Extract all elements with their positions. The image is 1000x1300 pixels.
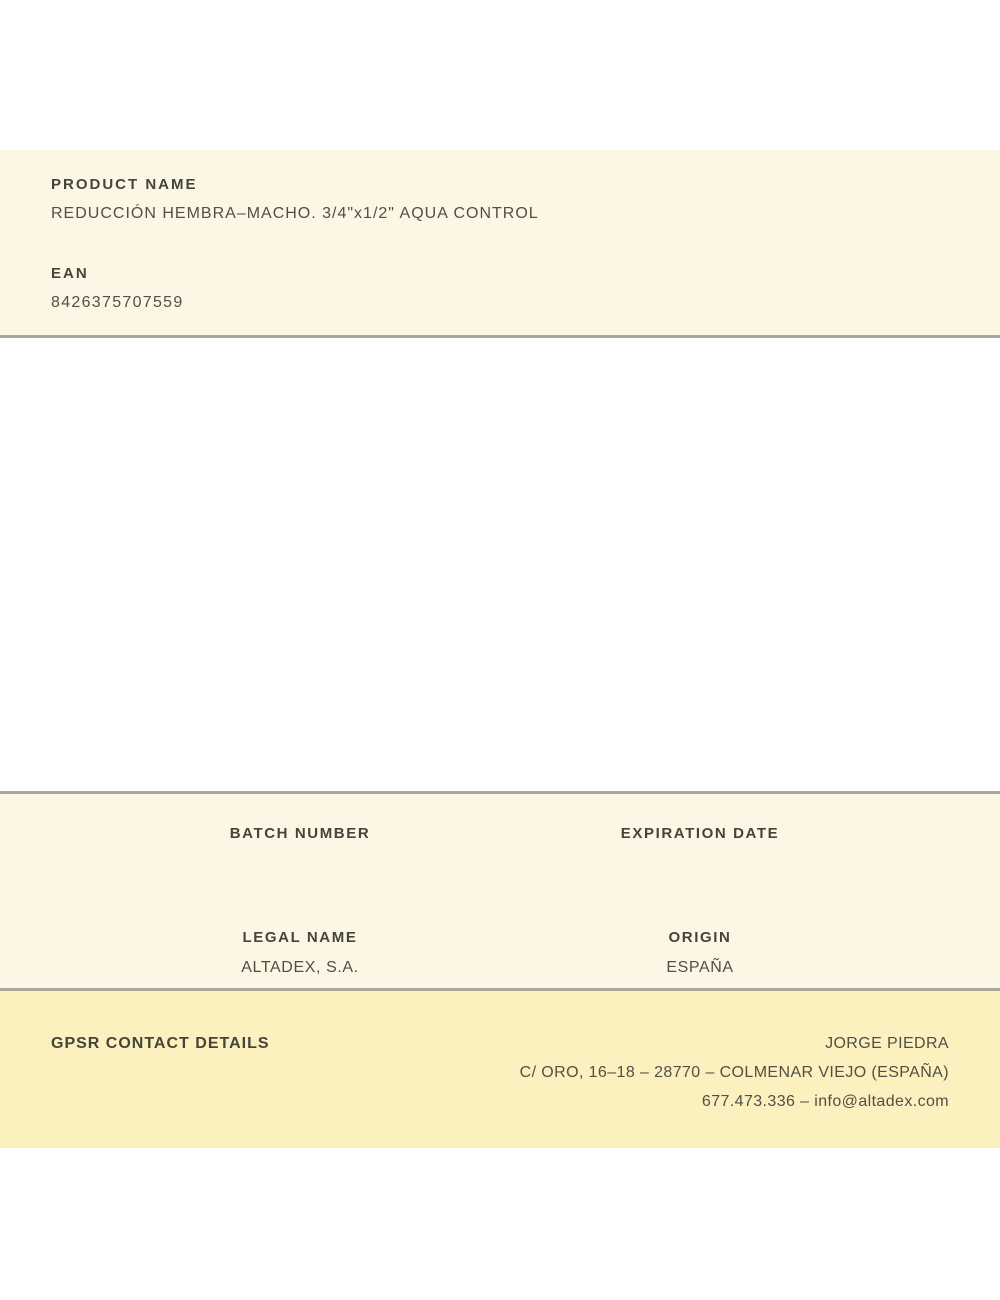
origin-value: ESPAÑA bbox=[666, 959, 734, 976]
gpsr-contact-details-label: GPSR CONTACT DETAILS bbox=[51, 1035, 270, 1052]
ean-label: EAN bbox=[51, 265, 89, 282]
expiration-date-label: EXPIRATION DATE bbox=[620, 825, 780, 842]
product-section bbox=[0, 150, 1000, 338]
gpsr-contact-block bbox=[520, 1035, 949, 1122]
product-name-value: REDUCCIÓN HEMBRA–MACHO. 3/4"x1/2" AQUA CONTROL bbox=[51, 205, 539, 222]
product-name-label: PRODUCT NAME bbox=[51, 176, 198, 193]
ean-field bbox=[51, 266, 949, 311]
origin-field bbox=[500, 930, 900, 976]
legal-name-value: ALTADEX, S.A. bbox=[241, 959, 359, 976]
gpsr-contact-address: C/ ORO, 16–18 – 28770 – COLMENAR VIEJO (ESPAÑA) bbox=[519, 1064, 949, 1081]
batch-number-field bbox=[100, 826, 500, 855]
batch-expiration-row bbox=[100, 826, 900, 855]
legal-name-label: LEGAL NAME bbox=[242, 929, 358, 946]
product-name-field bbox=[51, 177, 949, 222]
batch-number-label: BATCH NUMBER bbox=[229, 825, 371, 842]
legal-origin-row bbox=[100, 930, 900, 976]
gpsr-contact-name: JORGE PIEDRA bbox=[825, 1035, 949, 1052]
details-section bbox=[0, 791, 1000, 991]
gpsr-section bbox=[0, 991, 1000, 1148]
gpsr-contact-phone-email: 677.473.336 – info@altadex.com bbox=[701, 1093, 949, 1110]
legal-name-field bbox=[100, 930, 500, 976]
ean-value: 8426375707559 bbox=[51, 294, 184, 311]
expiration-date-field bbox=[500, 826, 900, 855]
origin-label: ORIGIN bbox=[668, 929, 732, 946]
